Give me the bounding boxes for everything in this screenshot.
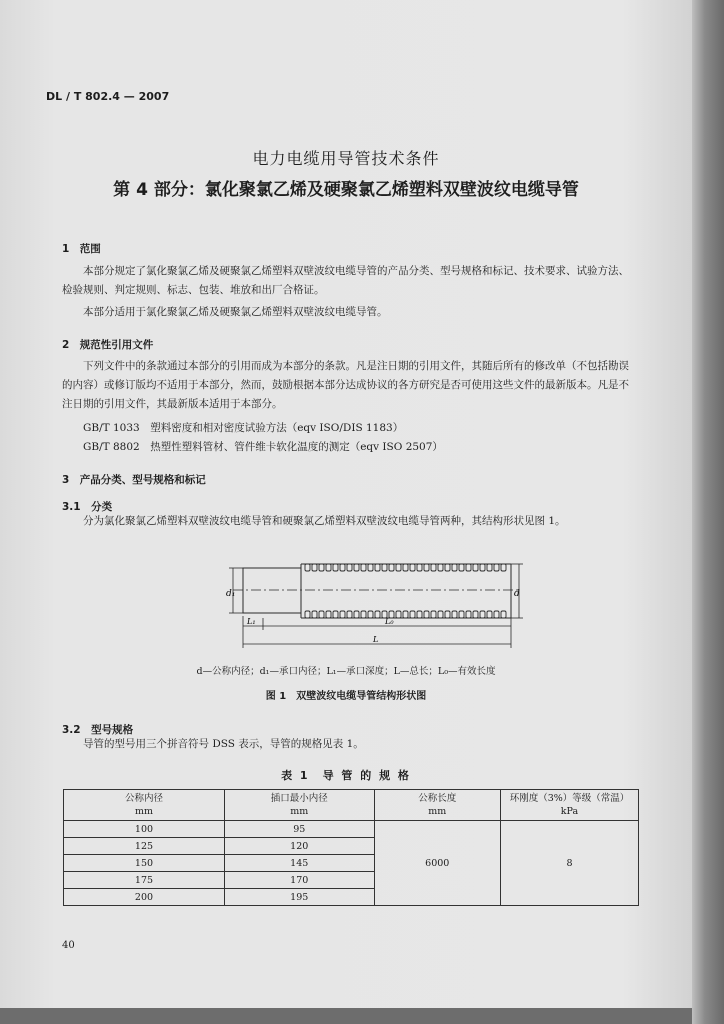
corrugation-rib: [347, 564, 352, 571]
corrugation-rib: [382, 564, 387, 571]
corrugations: [305, 564, 506, 618]
corrugation-rib: [333, 564, 338, 571]
corrugation-rib: [389, 564, 394, 571]
label-d1: d₁: [226, 589, 236, 599]
page-shadow-edge: [692, 0, 724, 1024]
section-2-paragraph: 下列文件中的条款通过本部分的引用而成为本部分的条款。凡是注日期的引用文件，其随后所有的修改单（不包括勘误的内容）或修订版均不适用于本部分，然而，鼓励根据本部分达成协议的各方研究是否可使用这些文件的最新版本。凡是不注日期的引用文件，其最新版本适用于本部分。: [62, 360, 629, 410]
cell-min-inner: 170: [225, 872, 375, 889]
socket-body: [243, 568, 301, 613]
cell-min-inner: 95: [225, 821, 375, 838]
corrugation-rib: [431, 611, 436, 618]
corrugation-rib: [375, 564, 380, 571]
section-1-heading: 1 范围: [62, 243, 101, 255]
corrugation-rib: [368, 611, 373, 618]
standard-code: DL / T 802.4 — 2007: [46, 90, 170, 103]
corrugation-rib: [452, 611, 457, 618]
corrugation-rib: [333, 611, 338, 618]
corrugation-rib: [361, 611, 366, 618]
table-header-row: [64, 790, 639, 821]
section-2-heading: 2 规范性引用文件: [62, 339, 154, 351]
corrugation-rib: [319, 611, 324, 618]
table-title: 表 1 导 管 的 规 格: [281, 769, 411, 782]
corrugation-rib: [480, 564, 485, 571]
corrugation-rib: [501, 611, 506, 618]
corrugation-rib: [445, 564, 450, 571]
corrugation-rib: [487, 564, 492, 571]
corrugation-rib: [312, 611, 317, 618]
corrugation-rib: [410, 564, 415, 571]
header-ring-stiffness: 环刚度（3%）等级（常温） kPa: [501, 790, 639, 821]
section-3-2-heading: 3.2 型号规格: [62, 724, 134, 736]
corrugation-rib: [487, 611, 492, 618]
cell-stiffness: 8: [501, 821, 639, 906]
corrugation-rib: [403, 611, 408, 618]
corrugation-rib: [417, 611, 422, 618]
corrugation-rib: [445, 611, 450, 618]
corrugation-rib: [375, 611, 380, 618]
reference-gbt-1033: GB/T 1033 塑料密度和相对密度试验方法（eqv ISO/DIS 1183）: [83, 422, 404, 434]
corrugation-rib: [480, 611, 485, 618]
corrugation-rib: [424, 564, 429, 571]
section-3-1-heading: 3.1 分类: [62, 501, 113, 513]
corrugation-rib: [305, 611, 310, 618]
corrugation-rib: [466, 611, 471, 618]
corrugation-rib: [466, 564, 471, 571]
corrugation-rib: [431, 564, 436, 571]
corrugation-rib: [438, 564, 443, 571]
figure-caption: 图 1 双壁波纹电缆导管结构形状图: [265, 691, 427, 702]
header-min-inner-diameter: 插口最小内径 mm: [225, 790, 375, 821]
corrugation-rib: [494, 564, 499, 571]
label-L: L: [373, 635, 379, 644]
corrugation-rib: [361, 564, 366, 571]
corrugation-rib: [354, 611, 359, 618]
corrugation-rib: [459, 611, 464, 618]
document-title: 电力电缆用导管技术条件: [252, 149, 440, 168]
header-nominal-length: 公称长度 mm: [374, 790, 501, 821]
corrugation-rib: [326, 564, 331, 571]
cell-nominal: 175: [64, 872, 225, 889]
corrugation-rib: [368, 564, 373, 571]
corrugation-rib: [396, 611, 401, 618]
corrugation-rib: [396, 564, 401, 571]
corrugation-rib: [403, 564, 408, 571]
corrugation-rib: [354, 564, 359, 571]
corrugation-rib: [438, 611, 443, 618]
figure-legend: d—公称内径；d₁—承口内径；L₁—承口深度；L—总长；L₀—有效长度: [196, 666, 496, 677]
corrugation-rib: [340, 564, 345, 571]
specification-table: [63, 789, 639, 906]
section-1-paragraph-2: 本部分适用于氯化聚氯乙烯及硬聚氯乙烯塑料双壁波纹电缆导管。: [83, 306, 388, 318]
corrugation-rib: [501, 564, 506, 571]
corrugation-rib: [410, 611, 415, 618]
document-subtitle: 第 4 部分：氯化聚氯乙烯及硬聚氯乙烯塑料双壁波纹电缆导管: [113, 180, 579, 200]
table-row: [64, 821, 639, 838]
cell-nominal: 200: [64, 889, 225, 906]
corrugation-rib: [417, 564, 422, 571]
conduit-structure-figure: [225, 540, 525, 660]
corrugation-rib: [340, 611, 345, 618]
corrugation-rib: [424, 611, 429, 618]
corrugation-rib: [473, 611, 478, 618]
cell-nominal: 100: [64, 821, 225, 838]
section-3-heading: 3 产品分类、型号规格和标记: [62, 474, 206, 486]
cell-nominal: 125: [64, 838, 225, 855]
corrugation-rib: [305, 564, 310, 571]
corrugation-rib: [312, 564, 317, 571]
label-L1: L₁: [247, 617, 256, 626]
corrugation-rib: [347, 611, 352, 618]
corrugation-rib: [459, 564, 464, 571]
corrugation-rib: [326, 611, 331, 618]
cell-length: 6000: [374, 821, 501, 906]
label-d: d: [514, 589, 520, 599]
section-3-1-text: 分为氯化聚氯乙烯塑料双壁波纹电缆导管和硬聚氯乙烯塑料双壁波纹电缆导管两种，其结构形状见图 1。: [83, 515, 566, 527]
corrugation-rib: [452, 564, 457, 571]
cell-nominal: 150: [64, 855, 225, 872]
cell-min-inner: 145: [225, 855, 375, 872]
corrugation-rib: [494, 611, 499, 618]
corrugation-rib: [319, 564, 324, 571]
reference-gbt-8802: GB/T 8802 热塑性塑料管材、管件维卡软化温度的测定（eqv ISO 2507）: [83, 441, 443, 453]
section-1-paragraph-1: 本部分规定了氯化聚氯乙烯及硬聚氯乙烯塑料双壁波纹电缆导管的产品分类、型号规格和标记、技术要求、试验方法、检验规则、判定规则、标志、包装、堆放和出厂合格证。: [62, 265, 629, 296]
label-L0: L₀: [385, 617, 394, 626]
header-nominal-diameter: 公称内径 mm: [64, 790, 225, 821]
section-3-2-text: 导管的型号用三个拼音符号 DSS 表示，导管的规格见表 1。: [83, 738, 364, 750]
corrugation-rib: [473, 564, 478, 571]
page-number: 40: [62, 940, 75, 951]
cell-min-inner: 120: [225, 838, 375, 855]
cell-min-inner: 195: [225, 889, 375, 906]
